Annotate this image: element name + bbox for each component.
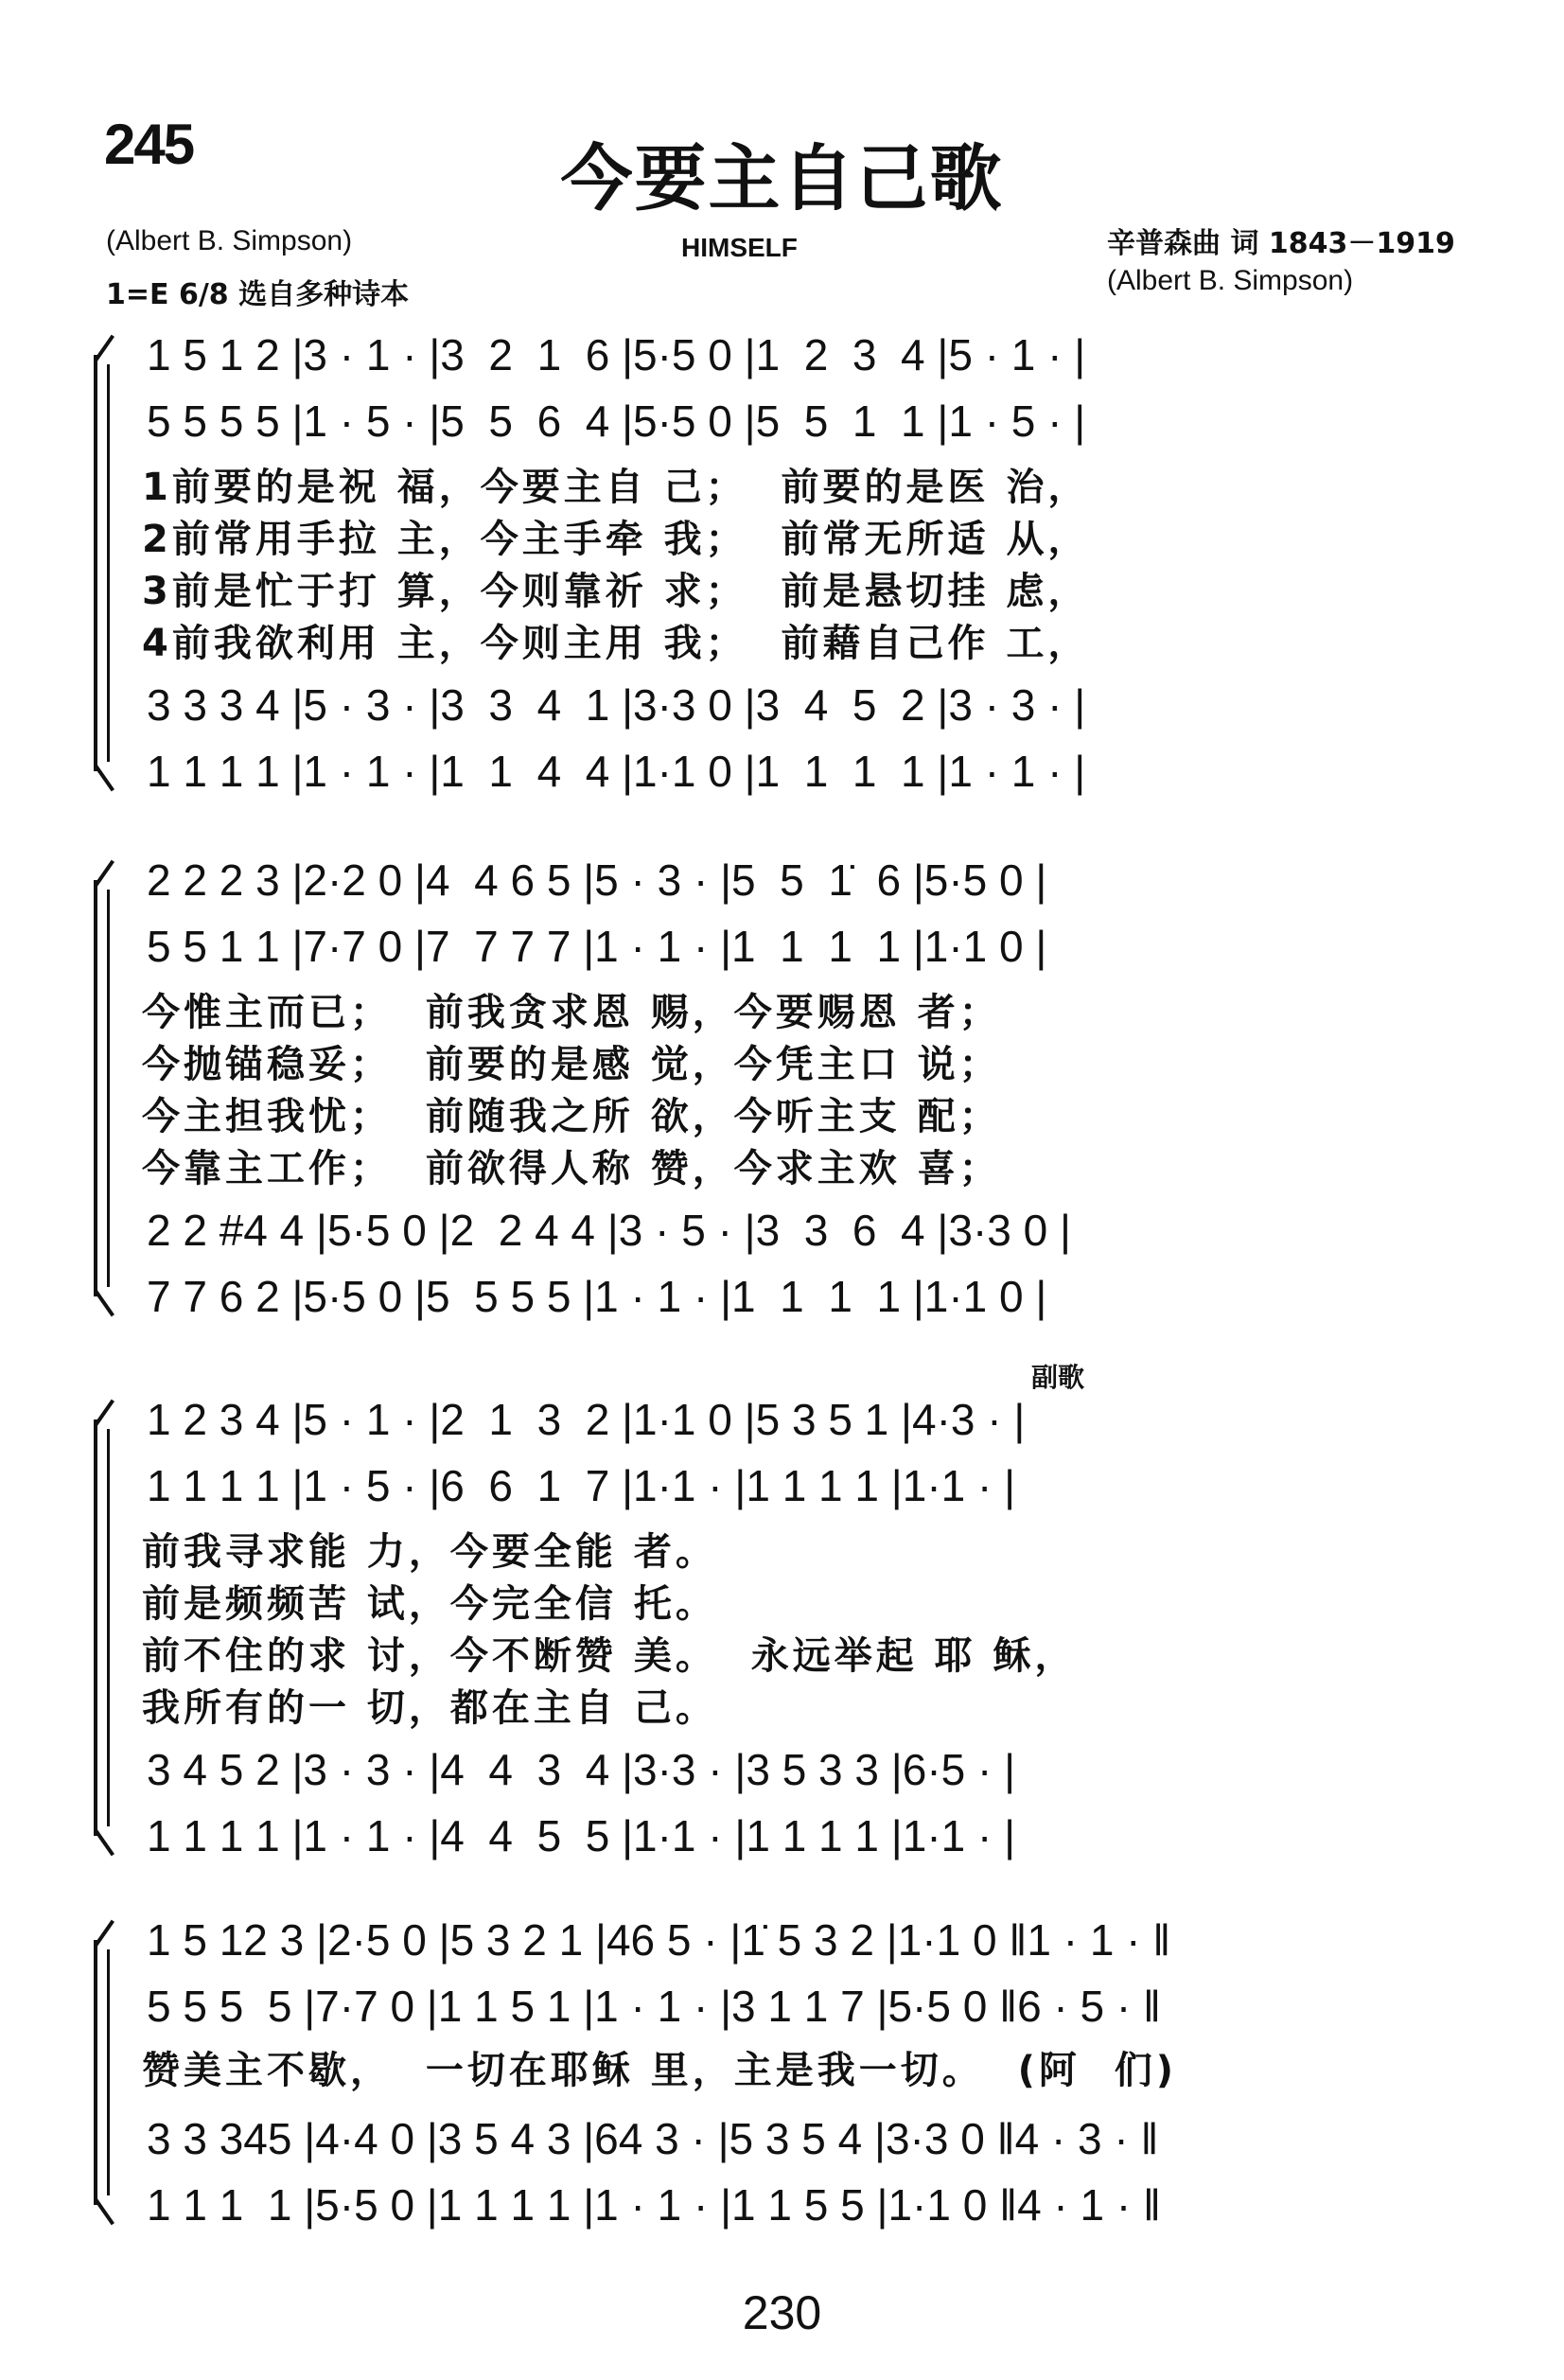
soprano-line: 1 5 1 2 |3 · 1 · |3 2 1 6 |5·5 0 |1 2 3 4 |5 · 1 · | <box>147 330 1086 379</box>
lyric-verse-1: 1前要的是祝 福，今要主自 己； 前要的是医 治， <box>142 466 1090 509</box>
bass-line: 1 1 1 1 |5·5 0 |1 1 1 1 |1 · 1 · |1 1 5 5 |1·1 0 ‖4 · 1 · ‖ <box>147 2180 1161 2230</box>
lyric-verse-4: 4前我欲利用 主，今则主用 我； 前藉自己作 工， <box>142 622 1090 665</box>
alto-line: 5 5 5 5 |1 · 5 · |5 5 6 4 |5·5 0 |5 5 1 1 |1 · 5 · | <box>147 397 1086 446</box>
lyric-verse-3: 前不住的求 讨，今不断赞 美。 永远举起 耶 稣， <box>142 1634 1077 1678</box>
soprano-line: 2 2 2 3 |2·2 0 |4 4 6 5 |5 · 3 · |5 5 1̇ 6 |5·5 0 | <box>147 855 1047 905</box>
lyric-verse-2: 前是频频苦 试，今完全信 托。 <box>142 1582 717 1626</box>
score-system-3 <box>99 1362 1500 1864</box>
alto-line: 1 1 1 1 |1 · 5 · |6 6 1 7 |1·1 · |1 1 1 1 |1·1 · | <box>147 1461 1016 1510</box>
lyric-chorus: 赞美主不歇， 一切在耶稣 里，主是我一切。 (阿 们) <box>142 2049 1178 2092</box>
score-system-4 <box>99 1912 1500 2233</box>
tenor-line: 3 3 345 |4·4 0 |3 5 4 3 |64 3 · |5 3 5 4 |3·3 0 ‖4 · 3 · ‖ <box>147 2114 1159 2163</box>
soprano-line: 1 5 12 3 |2·5 0 |5 3 2 1 |46 5 · |1̇ 5 3 2 |1·1 0 ‖1 · 1 · ‖ <box>147 1915 1171 1965</box>
key-meter: 1=E 6/8 选自多种诗本 <box>106 278 410 311</box>
lyric-verse-4: 今靠主工作； 前欲得人称 赞，今求主欢 喜； <box>142 1147 1001 1190</box>
soprano-line: 1 2 3 4 |5 · 1 · |2 1 3 2 |1·1 0 |5 3 5 1 |4·3 · | <box>147 1395 1026 1444</box>
bass-line: 1 1 1 1 |1 · 1 · |4 4 5 5 |1·1 · |1 1 1 1 |1·1 · | <box>147 1811 1016 1860</box>
hymn-title: 今要主自己歌 <box>560 136 1004 220</box>
system-brace <box>94 1391 122 1864</box>
score-system-1 <box>99 326 1500 800</box>
lyric-verse-2: 今抛锚稳妥； 前要的是感 觉，今凭主口 说； <box>142 1043 1001 1086</box>
system-brace <box>94 326 122 800</box>
tenor-line: 3 4 5 2 |3 · 3 · |4 4 3 4 |3·3 · |3 5 3 3 |6·5 · | <box>147 1745 1016 1794</box>
chorus-label: 副歌 <box>1031 1362 1085 1393</box>
lyric-verse-1: 今惟主而已； 前我贪求恩 赐，今要赐恩 者； <box>142 991 1001 1034</box>
lyricist-credit: (Albert B. Simpson) <box>106 225 353 256</box>
lyric-verse-4: 我所有的一 切，都在主自 己。 <box>142 1686 717 1730</box>
alto-line: 5 5 5 5 |7·7 0 |1 1 5 1 |1 · 1 · |3 1 1 7 |5·5 0 ‖6 · 5 · ‖ <box>147 1982 1161 2031</box>
tenor-line: 2 2 #4 4 |5·5 0 |2 2 4 4 |3 · 5 · |3 3 6 4 |3·3 0 | <box>147 1206 1071 1255</box>
lyric-verse-1: 前我寻求能 力，今要全能 者。 <box>142 1530 717 1574</box>
lyric-verse-3: 今主担我忧； 前随我之所 欲，今听主支 配； <box>142 1095 1001 1138</box>
hymn-number: 245 <box>104 113 194 176</box>
bass-line: 7 7 6 2 |5·5 0 |5 5 5 5 |1 · 1 · |1 1 1 1 |1·1 0 | <box>147 1272 1047 1321</box>
tenor-line: 3 3 3 4 |5 · 3 · |3 3 4 1 |3·3 0 |3 4 5 2 |3 · 3 · | <box>147 680 1086 730</box>
system-brace <box>94 852 122 1325</box>
lyric-verse-3: 3前是忙于打 算，今则靠祈 求； 前是悬切挂 虑， <box>142 570 1090 613</box>
bass-line: 1 1 1 1 |1 · 1 · |1 1 4 4 |1·1 0 |1 1 1 1 |1 · 1 · | <box>147 747 1086 796</box>
page-number: 230 <box>742 2286 822 2339</box>
english-title: HIMSELF <box>681 233 798 262</box>
score-system-2 <box>99 852 1500 1325</box>
composer-credit-cn: 辛普森曲 词 1843－1919 <box>1107 227 1455 260</box>
system-brace <box>94 1912 122 2233</box>
alto-line: 5 5 1 1 |7·7 0 |7 7 7 7 |1 · 1 · |1 1 1 1 |1·1 0 | <box>147 922 1047 971</box>
composer-credit-en: (Albert B. Simpson) <box>1107 265 1354 296</box>
lyric-verse-2: 2前常用手拉 主，今主手牵 我； 前常无所适 从， <box>142 518 1090 561</box>
